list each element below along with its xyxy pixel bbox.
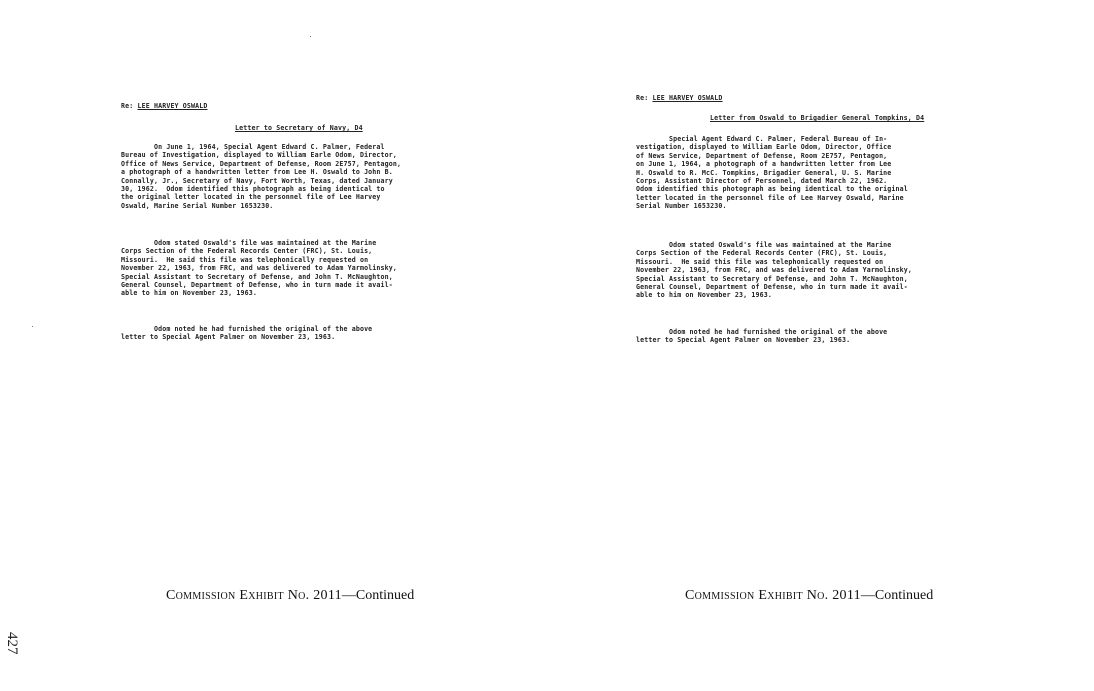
right-page [547, 0, 1094, 691]
re-prefix: Re: [636, 94, 653, 102]
exhibit-caption-suffix: —Continued [860, 588, 934, 603]
scan-speck [310, 36, 311, 37]
paragraph-3: Odom noted he had furnished the original of the above letter to Special Agent Palmer on November 23, 1963. [121, 325, 373, 342]
exhibit-caption-suffix: —Continued [341, 588, 415, 603]
letter-heading: Letter to Secretary of Navy, D4 [235, 124, 363, 132]
exhibit-caption-main: Commission Exhibit No. 2011 [166, 588, 342, 603]
re-line [636, 94, 723, 102]
exhibit-caption-main: Commission Exhibit No. 2011 [685, 588, 861, 603]
exhibit-caption [166, 588, 414, 604]
paragraph-1: On June 1, 1964, Special Agent Edward C. Palmer, Federal Bureau of Investigation, displayed to William Earle Odom, Director, Office of News Service, Department of Defense, Room 2E757, Pentagon, a photograph of a handwritten letter from Lee H. Oswald to John B. Connally, Jr., Secretary of Navy, Fort Worth, Texas, dated January 30, 1962. Odom identified this photograph as being identical to the original letter located in the personnel file of Lee Harvey Oswald, Marine Serial Number 1653230. [121, 143, 402, 210]
re-line [121, 102, 208, 110]
re-subject-name: LEE HARVEY OSWALD [137, 102, 208, 110]
exhibit-caption [685, 588, 933, 604]
page-number: 427 [4, 632, 20, 655]
letter-heading: Letter from Oswald to Brigadier General Tompkins, D4 [710, 114, 925, 122]
paragraph-2: Odom stated Oswald's file was maintained at the Marine Corps Section of the Federal Records Center (FRC), St. Louis, Missouri. He said this file was telephonically requested on November 22, 1963, from FRC, and was delivered to Adam Yarmolinsky, Special Assistant to Secretary of Defense, and John T. McNaughton, General Counsel, Department of Defense, who in turn made it avail- able to him on November 23, 1963. [121, 239, 398, 298]
scan-speck [32, 326, 33, 327]
paragraph-3: Odom noted he had furnished the original of the above letter to Special Agent Palmer on November 23, 1963. [636, 328, 888, 345]
paragraph-1: Special Agent Edward C. Palmer, Federal Bureau of In- vestigation, displayed to William Earle Odom, Director, Office of News Service, Department of Defense, Room 2E757, Pentagon, on June 1, 1964, a photograph of a handwritten letter from Lee H. Oswald to R. McC. Tompkins, Brigadier General, U. S. Marine Corps, Assistant Director of Personnel, dated March 22, 1962. Odom identified this photograph as being identical to the original letter located in the personnel file of Lee Harvey Oswald, Marine Serial Number 1653230. [636, 135, 908, 211]
re-prefix: Re: [121, 102, 138, 110]
paragraph-2: Odom stated Oswald's file was maintained at the Marine Corps Section of the Federal Records Center (FRC), St. Louis, Missouri. He said this file was telephonically requested on November 22, 1963, from FRC, and was delivered to Adam Yarmolinsky, Special Assistant to Secretary of Defense, and John T. McNaughton, General Counsel, Department of Defense, who in turn made it avail- able to him on November 23, 1963. [636, 241, 913, 300]
re-subject-name: LEE HARVEY OSWALD [652, 94, 723, 102]
